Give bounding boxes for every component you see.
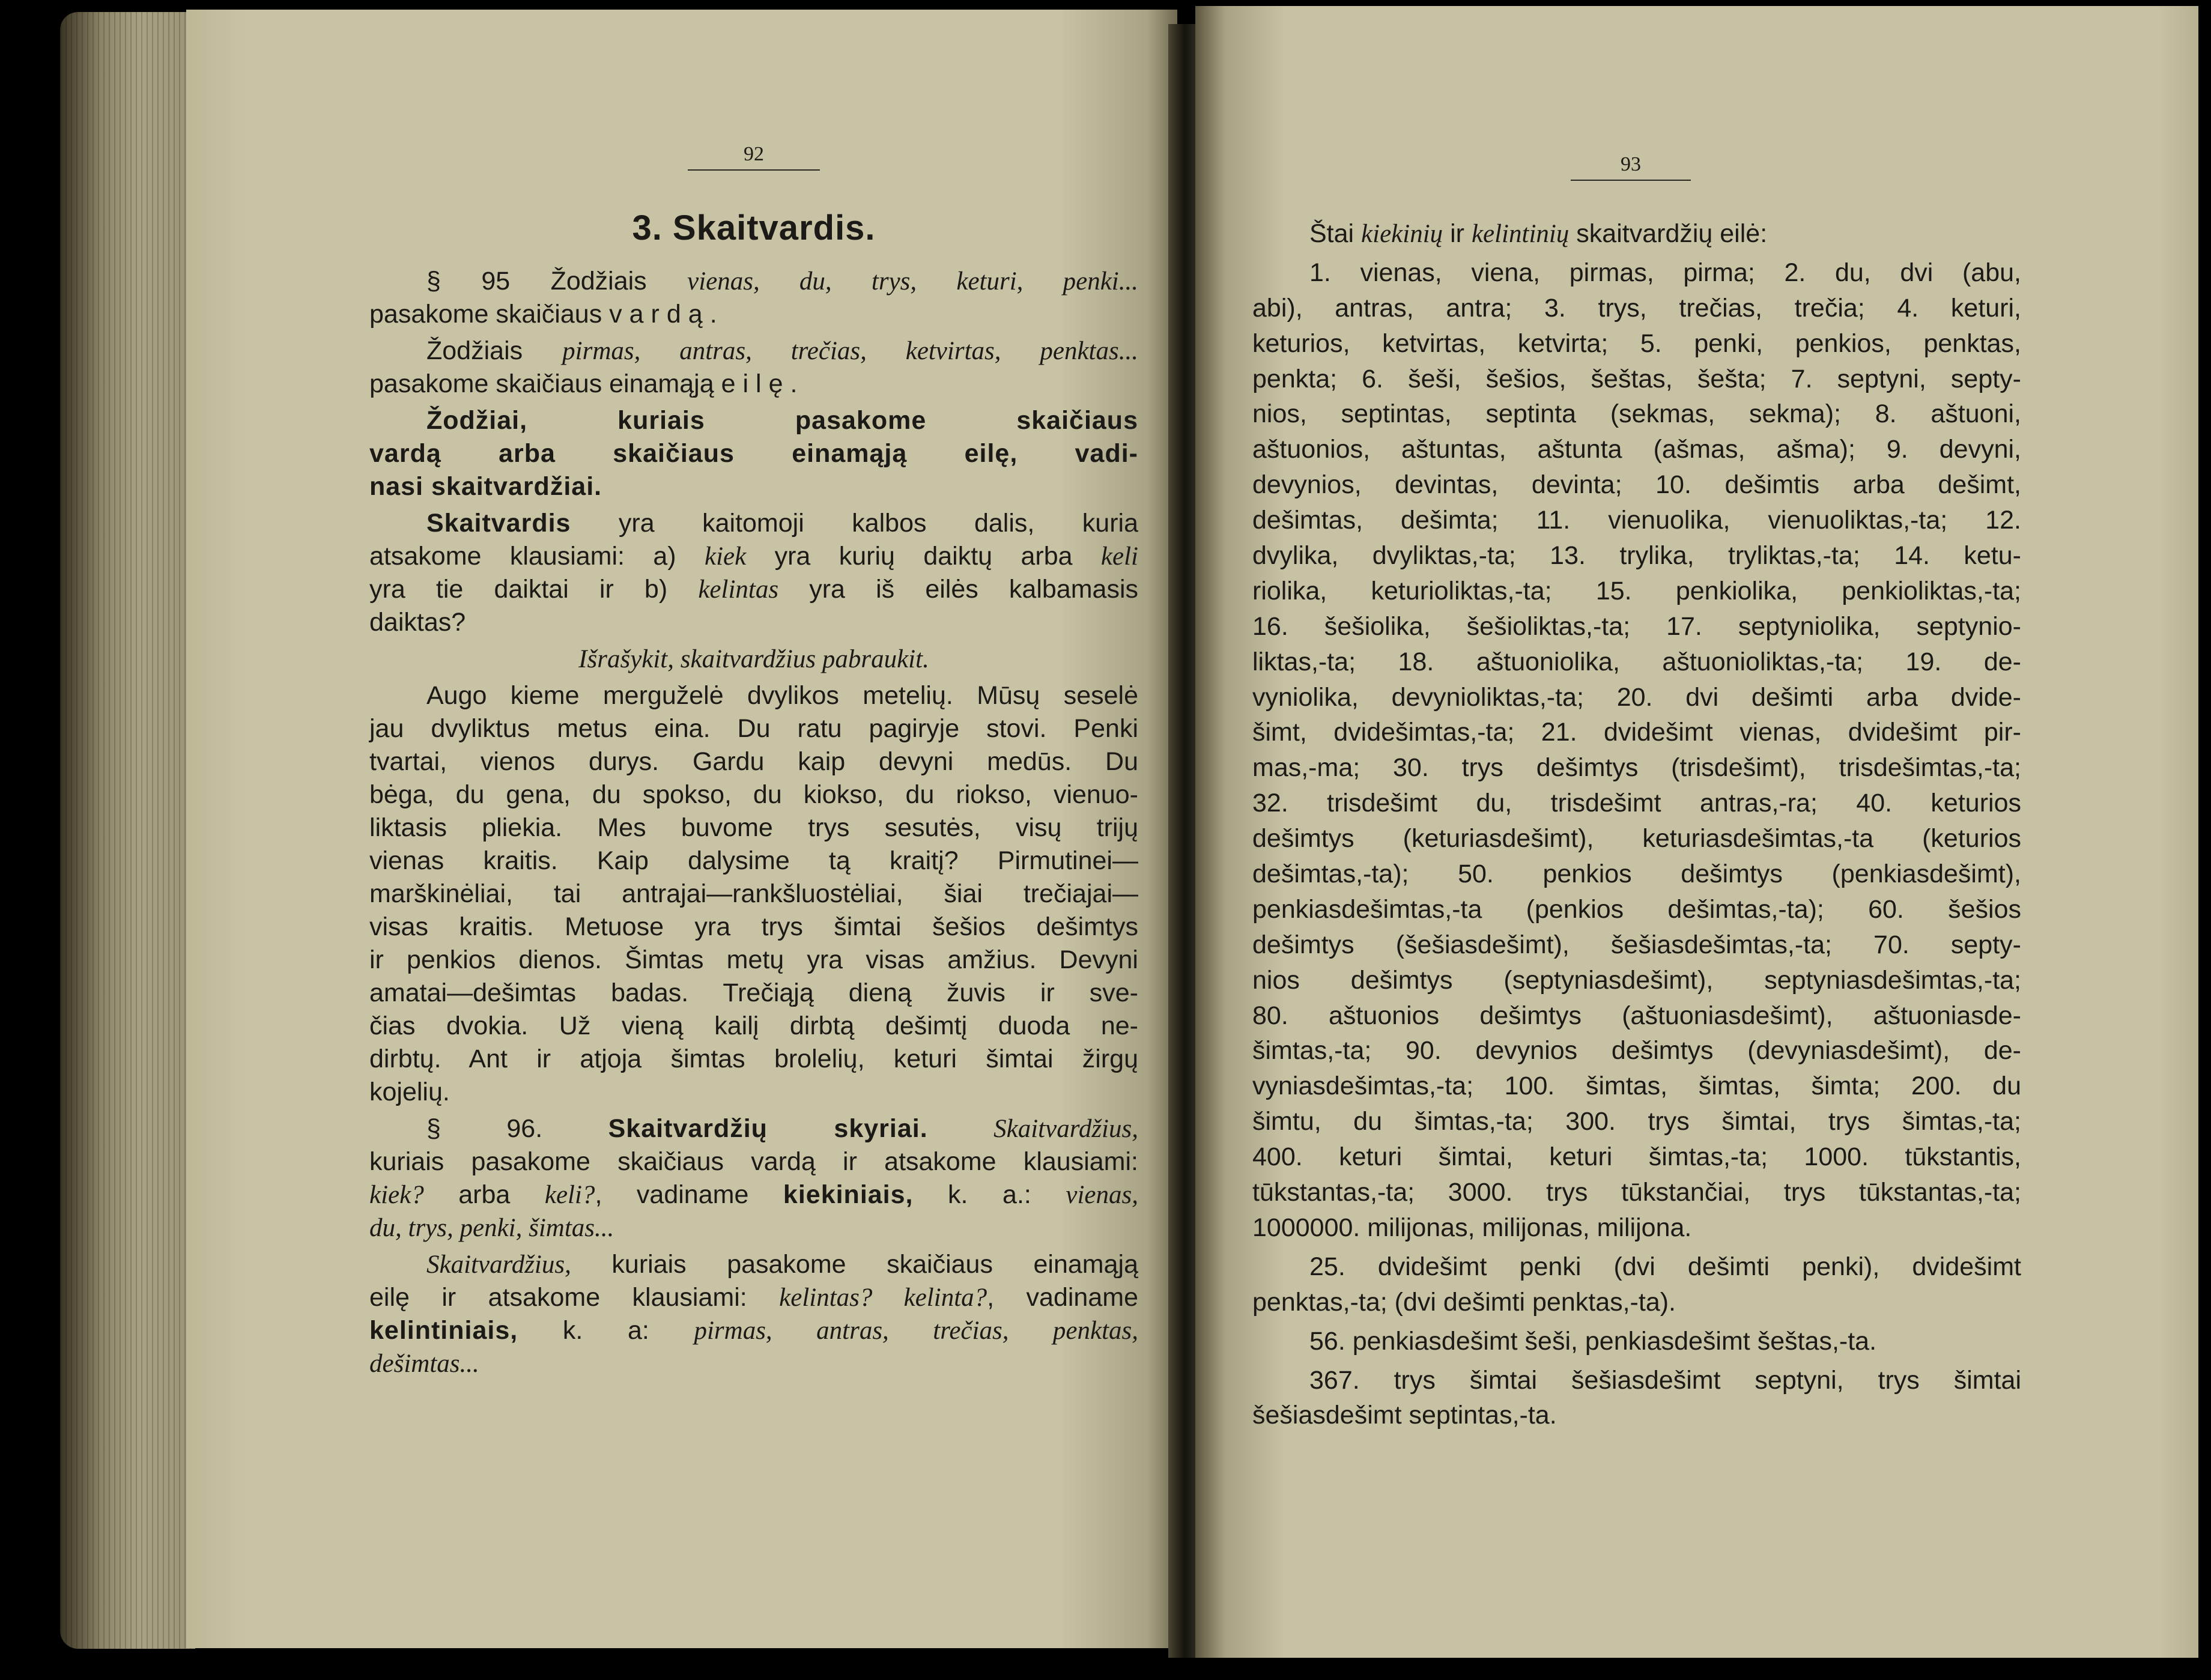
text-line — [1252, 1249, 2021, 1285]
text-line — [1252, 750, 2021, 786]
text-segment: yra tie daiktai ir b) — [369, 575, 699, 604]
text-segment: dirbtų. Ant ir atjoja šimtas brolelių, keturi šimtai žirgų — [369, 1045, 1138, 1073]
text-line — [369, 643, 1138, 676]
text-segment: šimtu, du šimtas,-ta; 300. trys šimtai, trys šimtas,-ta; — [1252, 1107, 2021, 1136]
text-segment: visas kraitis. Metuose yra trys šimtai šešios dešimtys — [369, 912, 1138, 941]
text-segment: riolika, keturioliktas,-ta; 15. penkiolika, penkioliktas,-ta; — [1252, 576, 2021, 605]
text-line — [1252, 1104, 2021, 1139]
text-line — [1252, 1033, 2021, 1069]
text-line — [1252, 1139, 2021, 1175]
text-line — [369, 437, 1138, 470]
text-segment: aštuonios, aštuntas, aštunta (ašmas, ašma); 9. devyni, — [1252, 435, 2021, 464]
text-line — [369, 911, 1138, 944]
text-line — [369, 1248, 1138, 1281]
italic-text: dešimtas... — [369, 1350, 479, 1378]
paragraph — [1252, 216, 2021, 252]
text-segment: marškinėliai, tai antrajai—rankšluostėliai, šiai trečiajai— — [369, 879, 1138, 908]
text-segment: vyniasdešimtas,-ta; 100. šimtas, šimtas, šimta; 200. du — [1252, 1072, 2021, 1101]
text-segment: 56. penkiasdešimt šeši, penkiasdešimt šeštas,-ta. — [1309, 1326, 1877, 1356]
text-segment: arba — [423, 1180, 545, 1209]
paragraph — [1252, 1324, 2021, 1359]
page-number — [1571, 153, 1691, 181]
text-line — [1252, 255, 2021, 291]
text-segment: 1000000. milijonas, milijonas, milijona. — [1252, 1213, 1692, 1242]
text-segment: eilę ir atsakome klausiami: — [369, 1283, 780, 1312]
italic-text: kelintas? kelinta? — [779, 1284, 987, 1312]
text-segment: penkiasdešimtas,-ta (penkios dešimtas,-ta); 60. šešios — [1252, 894, 2021, 924]
text-line — [369, 368, 1138, 401]
text-line — [369, 298, 1138, 331]
text-line — [1252, 1069, 2021, 1104]
text-line — [369, 1314, 1138, 1347]
text-line — [369, 1347, 1138, 1380]
text-segment: nasi skaitvardžiai. — [369, 472, 602, 501]
text-line — [1252, 538, 2021, 574]
text-segment: nios dešimtys (septyniasdešimt), septyniasdešimtas,-ta; — [1252, 965, 2021, 995]
text-segment: dešimtys (keturiasdešimt), keturiasdešimtas,-ta (keturios — [1252, 824, 2021, 854]
text-segment: dešimtys (šešiasdešimt), šešiasdešimtas,-ta; 70. septy- — [1252, 930, 2021, 959]
paragraph — [1252, 1363, 2021, 1434]
text-segment: kuriais pasakome skaičiaus einamąją — [571, 1250, 1138, 1279]
text-line — [369, 573, 1138, 606]
spaced-text: vardą. — [609, 300, 724, 329]
text-line — [1252, 998, 2021, 1034]
paragraph — [369, 1248, 1138, 1380]
text-segment: vienas kraitis. Kaip dalysime tą kraitį? Pirmutinei— — [369, 846, 1138, 875]
text-segment: dešimtas,-ta); 50. penkios dešimtys (penkiasdešimt), — [1252, 860, 2021, 889]
text-segment: liktasis pliekia. Mes buvome trys sesutės, visų trijų — [369, 813, 1138, 842]
text-segment: 80. aštuonios dešimtys (aštuoniasdešimt), aštuoniasde- — [1252, 1001, 2021, 1030]
text-line — [1252, 362, 2021, 397]
bold-text: Skaitvardžių skyriai. — [608, 1114, 928, 1143]
left-page — [186, 10, 1177, 1648]
text-segment: amatai—dešimtas badas. Trečiąją dieną žuvis ir sve- — [369, 978, 1138, 1007]
text-segment: 400. keturi šimtai, keturi šimtas,-ta; 1000. tūkstantis, — [1252, 1142, 2021, 1172]
text-line — [369, 878, 1138, 911]
paragraph — [369, 265, 1138, 331]
text-segment: tūkstantas,-ta; 3000. trys tūkstančiai, trys tūkstantas,-ta; — [1252, 1178, 2021, 1207]
text-segment: dešimtas, dešimta; 11. vienuolika, vienuoliktas,-ta; 12. — [1252, 506, 2021, 535]
text-line — [369, 1211, 1138, 1245]
text-line — [369, 977, 1138, 1010]
text-segment: jau dvyliktus metus eina. Du ratu pagiryje stovi. Penki — [369, 714, 1138, 743]
paragraph — [369, 335, 1138, 401]
text-segment: mas,-ma; 30. trys dešimtys (trisdešimt), trisdešimtas,-ta; — [1252, 753, 2021, 783]
text-segment: Žodžiai, kuriais pasakome skaičiaus — [426, 406, 1138, 435]
left-text-column — [369, 208, 1138, 1384]
text-line — [1252, 1175, 2021, 1210]
page-number-text: 93 — [1621, 153, 1641, 175]
text-segment: ir — [1443, 219, 1472, 248]
section-title: 3. Skaitvardis. — [632, 208, 876, 247]
text-line — [369, 507, 1138, 540]
text-line — [1252, 216, 2021, 252]
text-segment: Štai — [1309, 219, 1362, 248]
text-line — [369, 712, 1138, 745]
text-line — [1252, 503, 2021, 538]
right-page — [1195, 6, 2198, 1658]
text-line — [1252, 1324, 2021, 1359]
text-line — [1252, 892, 2021, 927]
paragraph — [369, 507, 1138, 639]
text-line — [369, 606, 1138, 639]
text-line — [369, 1010, 1138, 1043]
spaced-text: eilę. — [721, 369, 805, 398]
italic-text: kiekinių — [1361, 220, 1443, 248]
text-line — [1252, 680, 2021, 715]
exercise-heading — [369, 643, 1138, 676]
text-line — [369, 540, 1138, 573]
text-segment: penkta; 6. šeši, šešios, šeštas, šešta; 7. septyni, septy- — [1252, 364, 2021, 393]
bold-text: kelintiniais, — [369, 1316, 518, 1345]
text-segment: 367. trys šimtai šešiasdešimt septyni, trys šimtai — [1309, 1365, 2021, 1395]
text-segment: šešiasdešimt septintas,-ta. — [1252, 1401, 1557, 1430]
text-line — [369, 679, 1138, 712]
paragraph — [1252, 255, 2021, 1246]
text-segment: pasakome skaičiaus — [369, 300, 610, 329]
text-line — [1252, 786, 2021, 821]
text-line — [1252, 715, 2021, 750]
text-line — [369, 811, 1138, 845]
text-segment: 32. trisdešimt du, trisdešimt antras,-ra; 40. keturios — [1252, 789, 2021, 818]
italic-text: keli — [1100, 542, 1138, 571]
text-segment: atsakome klausiami: a) — [369, 542, 705, 571]
italic-text: vienas, du, trys, keturi, penki... — [687, 267, 1138, 296]
text-line — [369, 944, 1138, 977]
text-segment: keturios, ketvirtas, ketvirta; 5. penki, penkios, penktas, — [1252, 329, 2021, 358]
text-segment: skaitvardžių eilė: — [1569, 219, 1768, 248]
text-segment: 1. vienas, viena, pirmas, pirma; 2. du, dvi (abu, — [1309, 258, 2021, 287]
bold-text: Skaitvardis — [426, 509, 571, 538]
italic-text: kelintas — [698, 575, 779, 604]
text-segment: liktas,-ta; 18. aštuoniolika, aštuonioliktas,-ta; 19. de- — [1252, 647, 2021, 676]
text-line — [1252, 291, 2021, 326]
italic-text: kiek? — [369, 1181, 424, 1209]
text-line — [1252, 432, 2021, 467]
text-line — [1252, 1398, 2021, 1433]
text-line — [369, 778, 1138, 811]
page-number-text: 92 — [744, 143, 764, 165]
text-segment: pasakome skaičiaus einamąją — [369, 369, 721, 398]
text-segment: , vadiname — [987, 1283, 1138, 1312]
text-line — [1252, 927, 2021, 963]
text-segment: yra iš eilės kalbamasis — [778, 575, 1138, 604]
text-segment: šimtas,-ta; 90. devynios dešimtys (devyniasdešimt), de- — [1252, 1036, 2021, 1066]
text-segment: kuriais pasakome skaičiaus vardą ir atsakome klausiami: — [369, 1147, 1138, 1176]
text-line — [1252, 821, 2021, 857]
text-segment: čias dvokia. Už vieną kailį dirbtą dešimtį duoda ne- — [369, 1011, 1138, 1040]
paragraph — [369, 1112, 1138, 1245]
text-line — [1252, 574, 2021, 609]
text-segment: § 95 Žodžiais — [426, 267, 688, 296]
text-segment: § 96. — [426, 1114, 608, 1143]
text-line — [369, 1281, 1138, 1314]
text-segment: nios, septintas, septinta (sekmas, sekma); 8. aštuoni, — [1252, 399, 2021, 429]
text-segment: , vadiname — [595, 1180, 783, 1209]
text-segment: bėga, du gena, du spokso, du kiokso, du riokso, vienuo- — [369, 780, 1138, 809]
text-line — [1252, 609, 2021, 644]
text-line — [369, 470, 1138, 503]
italic-text: Skaitvardžius, — [993, 1115, 1138, 1143]
text-segment: šimt, dvidešimtas,-ta; 21. dvidešimt vienas, dvidešimt pir- — [1252, 718, 2021, 747]
text-line — [1252, 857, 2021, 892]
italic-text: pirmas, antras, trečias, ketvirtas, penktas... — [562, 337, 1138, 365]
text-segment: k. a.: — [913, 1180, 1066, 1209]
paragraph — [369, 404, 1138, 503]
text-line — [369, 845, 1138, 878]
text-segment: vyniolika, devynioliktas,-ta; 20. dvi dešimti arba dvide- — [1252, 682, 2021, 712]
page-number-rule — [1571, 180, 1691, 181]
text-segment: yra kaitomoji kalbos dalis, kuria — [571, 509, 1138, 538]
text-line — [1252, 326, 2021, 362]
text-line — [1252, 963, 2021, 998]
bold-text: kiekiniais, — [783, 1180, 914, 1209]
text-line — [369, 1043, 1138, 1076]
text-segment: ir penkios dienos. Šimtas metų yra visas amžius. Devyni — [369, 945, 1138, 974]
text-segment — [928, 1114, 993, 1143]
italic-text: du, trys, penki, šimtas... — [369, 1214, 614, 1242]
text-line — [1252, 396, 2021, 432]
text-segment: k. a: — [518, 1316, 694, 1345]
text-line — [369, 335, 1138, 368]
text-line — [369, 1178, 1138, 1211]
page-number — [688, 143, 820, 171]
text-line — [1252, 467, 2021, 503]
text-line — [1252, 1285, 2021, 1320]
text-segment: tvartai, vienos durys. Gardu kaip devyni medūs. Du — [369, 747, 1138, 776]
text-line — [369, 265, 1138, 298]
text-line — [369, 745, 1138, 778]
text-line — [369, 1076, 1138, 1109]
text-segment: penktas,-ta; (dvi dešimti penktas,-ta). — [1252, 1287, 1676, 1317]
italic-text: keli? — [544, 1181, 595, 1209]
page-number-rule — [688, 169, 820, 171]
text-segment: daiktas? — [369, 608, 466, 637]
paragraph — [1252, 1249, 2021, 1320]
italic-text: pirmas, antras, trečias, penktas, — [694, 1317, 1138, 1345]
italic-text: kiek — [705, 542, 747, 571]
text-segment: 16. šešiolika, šešioliktas,-ta; 17. septyniolika, septynio- — [1252, 611, 2021, 641]
text-segment: 25. dvidešimt penki (dvi dešimti penki), dvidešimt — [1309, 1252, 2021, 1281]
italic-text: vienas, — [1066, 1181, 1138, 1209]
text-segment: Augo kieme merguželė dvylikos metelių. Mūsų seselė — [426, 681, 1138, 710]
text-line — [1252, 1210, 2021, 1246]
text-segment: kojelių. — [369, 1078, 450, 1106]
text-segment: Išrašykit, skaitvardžius pabraukit. — [578, 645, 929, 673]
text-line — [369, 404, 1138, 437]
text-segment: yra kurių daiktų arba — [746, 542, 1101, 571]
text-segment: vardą arba skaičiaus einamąją eilę, vadi- — [369, 439, 1138, 468]
text-segment: devynios, devintas, devinta; 10. dešimtis arba dešimt, — [1252, 470, 2021, 500]
text-line — [1252, 644, 2021, 680]
text-segment: dvylika, dvyliktas,-ta; 13. trylika, tryliktas,-ta; 14. ketu- — [1252, 541, 2021, 571]
page-stack-edge — [60, 12, 195, 1649]
text-line — [1252, 1363, 2021, 1398]
italic-text: Skaitvardžius, — [426, 1251, 571, 1279]
paragraph — [369, 679, 1138, 1109]
text-line — [369, 1145, 1138, 1178]
text-line — [369, 1112, 1138, 1145]
italic-text: kelintinių — [1471, 220, 1570, 248]
text-segment: abi), antras, antra; 3. trys, trečias, trečia; 4. keturi, — [1252, 293, 2021, 323]
text-segment: Žodžiais — [426, 336, 563, 365]
right-text-column — [1252, 216, 2021, 1437]
